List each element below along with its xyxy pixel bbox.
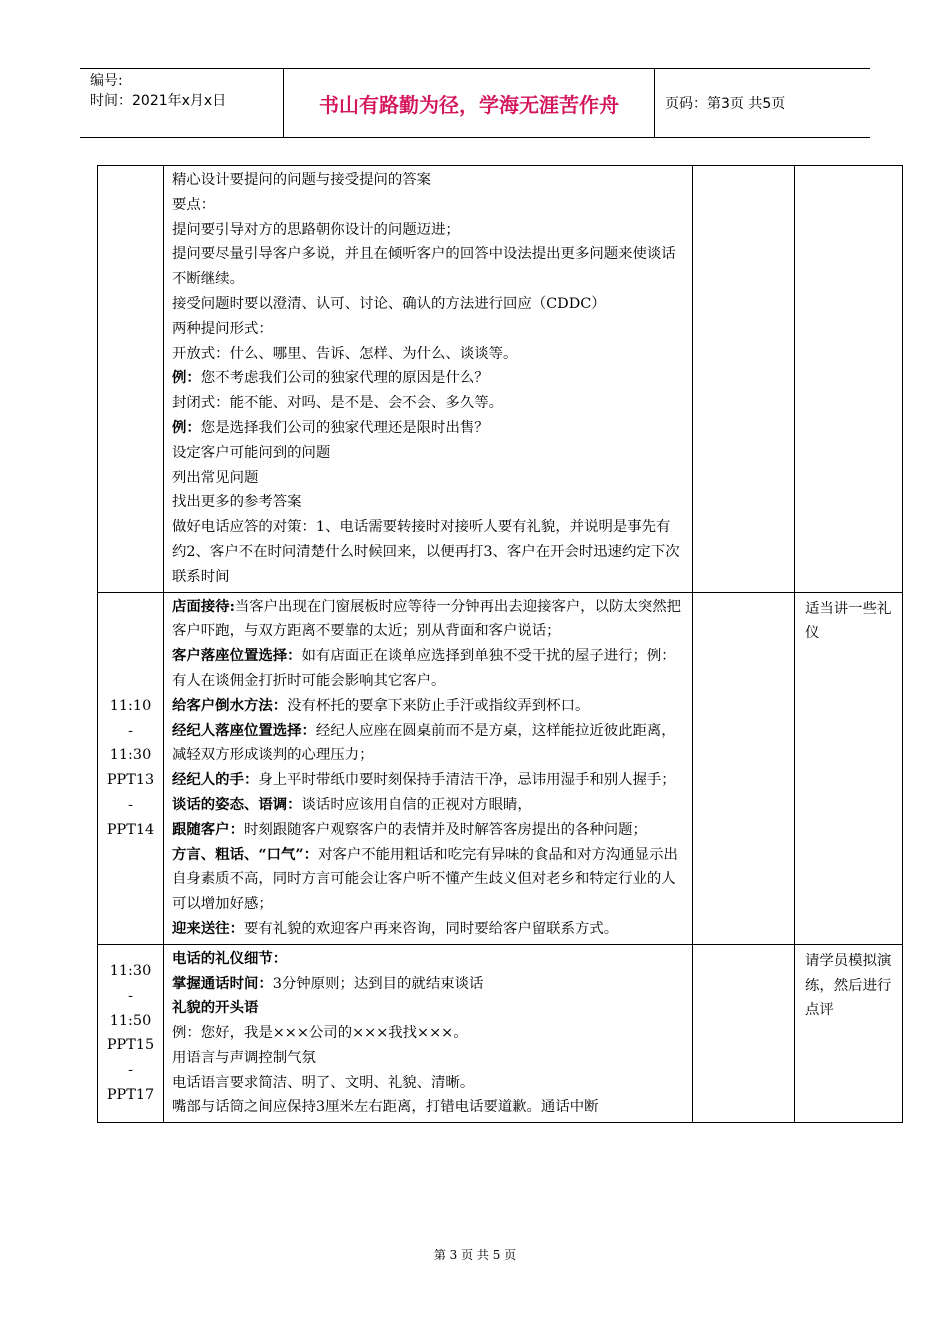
- line-text: 3分钟原则；达到目的就结束谈话: [272, 975, 484, 992]
- time-line: -: [128, 987, 133, 1004]
- line-text: 提问要引导对方的思路朝你设计的问题迈进；: [172, 221, 460, 238]
- table-row: [98, 166, 903, 593]
- content-line: [172, 466, 684, 491]
- time-line: PPT15: [106, 1037, 155, 1054]
- bold-heading: 客户落座位置选择：: [172, 647, 302, 665]
- schedule-table: [97, 165, 903, 1123]
- line-text: 提问要尽量引导客户多说，并且在倾听客户的回答中设法提出更多问题来使谈话不断继续。: [172, 246, 676, 288]
- line-text: 时刻跟随客户观察客户的表情并及时解答客房提出的各种问题；: [243, 821, 647, 838]
- content-line: [172, 818, 684, 843]
- note-cell: 请学员模拟演练，然后进行点评: [795, 944, 903, 1123]
- bold-heading: 例：: [172, 369, 201, 387]
- page-indicator: 页码：第3页 共5页: [665, 96, 786, 112]
- table-row: [98, 592, 903, 944]
- bold-heading: 经纪人落座位置选择：: [172, 721, 316, 739]
- content-line: [172, 391, 684, 416]
- content-line: [172, 947, 684, 972]
- bold-heading: 谈话的姿态、语调：: [172, 795, 302, 813]
- line-text: 经纪人应座在圆桌前而不是方桌，这样能拉近彼此距离，减轻双方形成谈判的心理压力；: [172, 722, 676, 764]
- content-line: [172, 917, 684, 942]
- empty-cell: [693, 944, 795, 1123]
- content-line: [172, 342, 684, 367]
- time-line: PPT13: [106, 772, 155, 789]
- content-line: [172, 644, 684, 694]
- line-text: 您是选择我们公司的独家代理还是限时出售？: [200, 419, 489, 436]
- content-line: [172, 515, 684, 589]
- page-footer: 第 3 页 共 5 页: [433, 1248, 517, 1262]
- content-line: [172, 1021, 684, 1046]
- line-text: 对客户不能用粗话和吃完有异味的食品和对方沟通显示出自身素质不高，同时方言可能会让客户听不懂产生歧义但对老乡和特定行业的人可以增加好感；: [172, 846, 678, 913]
- line-text: 身上平时带纸巾要时刻保持手清洁干净，忌讳用湿手和别人握手；: [258, 772, 676, 789]
- content-line: [172, 366, 684, 391]
- bold-heading: 店面接待:: [172, 597, 235, 615]
- content-line: [172, 416, 684, 441]
- page-header: [80, 68, 870, 138]
- content-line: [172, 218, 684, 243]
- content-line: [172, 317, 684, 342]
- bold-heading: 方言、粗话、“口气”：: [172, 845, 319, 863]
- line-text: 封闭式：能不能、对吗、是不是、会不会、多久等。: [172, 395, 503, 412]
- content-line: [172, 843, 684, 917]
- content-line: [172, 441, 684, 466]
- line-text: 开放式：什么、哪里、告诉、怎样、为什么、谈谈等。: [172, 345, 518, 362]
- empty-cell: [693, 166, 795, 593]
- content-line: [172, 1046, 684, 1071]
- note-cell: [795, 166, 903, 593]
- bold-heading: 掌握通话时间：: [172, 974, 273, 992]
- content-line: [172, 719, 684, 769]
- content-cell: [164, 944, 693, 1123]
- content-line: [172, 1071, 684, 1096]
- bold-heading: 给客户倒水方法：: [172, 696, 288, 714]
- bold-heading: 迎来送往：: [172, 919, 244, 937]
- bold-heading: 例：: [172, 418, 201, 436]
- line-text: 设定客户可能问到的问题: [172, 444, 331, 461]
- header-meta: [80, 69, 283, 137]
- line-text: 当客户出现在门窗展板时应等待一分钟再出去迎接客户，以防太突然把客户吓跑，与双方距离不要靠的太近；别从背面和客户说话；: [172, 598, 681, 640]
- bold-heading: 经纪人的手：: [172, 771, 259, 789]
- line-text: 要有礼貌的欢迎客户再来咨询，同时要给客户留联系方式。: [243, 920, 619, 937]
- line-text: 精心设计要提问的问题与接受提问的答案: [172, 172, 432, 188]
- time-line: 11:10: [109, 697, 152, 714]
- line-text: 您不考虑我们公司的独家代理的原因是什么？: [200, 370, 489, 387]
- content-line: [172, 193, 684, 218]
- line-text: 找出更多的参考答案: [172, 494, 302, 511]
- content-line: [172, 242, 684, 292]
- time-line: -: [128, 1062, 133, 1079]
- line-text: 两种提问形式：: [172, 320, 273, 337]
- time-cell: [98, 944, 164, 1123]
- time-cell: [98, 166, 164, 593]
- content-cell: [164, 166, 693, 593]
- line-text: 谈话时应该用自信的正视对方眼睛，: [301, 796, 532, 813]
- time-line: PPT14: [106, 821, 155, 838]
- number-label: 编号:: [90, 73, 123, 89]
- content-line: [172, 292, 684, 317]
- line-text: 接受问题时要以澄清、认可、讨论、确认的方法进行回应（CDDC）: [172, 295, 606, 312]
- bold-heading: 电话的礼仪细节：: [172, 949, 288, 967]
- line-text: 列出常见问题: [172, 469, 259, 486]
- content-cell: [164, 592, 693, 944]
- empty-cell: [693, 592, 795, 944]
- table-row: [98, 944, 903, 1123]
- content-line: [172, 972, 684, 997]
- line-text: 嘴部与话筒之间应保持3厘米左右距离，打错电话要道歉。通话中断: [172, 1099, 599, 1116]
- line-text: 如有店面正在谈单应选择到单独不受干扰的屋子进行；例：有人在谈佣金打折时可能会影响其它客户。: [172, 648, 676, 689]
- bold-heading: 跟随客户：: [172, 820, 244, 838]
- line-text: 例：您好，我是×××公司的×××我找×××。: [172, 1025, 468, 1042]
- content-line: [172, 996, 684, 1021]
- line-text: 电话语言要求简洁、明了、文明、礼貌、清晰。: [172, 1074, 475, 1091]
- content-line: [172, 490, 684, 515]
- content-line: [172, 793, 684, 818]
- line-text: 用语言与声调控制气氛: [172, 1049, 316, 1066]
- time-line: -: [128, 796, 133, 813]
- content-line: [172, 1095, 684, 1120]
- time-line: 11:50: [109, 1012, 152, 1029]
- line-text: 要点：: [172, 196, 216, 213]
- time-line: -: [128, 722, 133, 739]
- line-text: 没有杯托的要拿下来防止手汗或指纹弄到杯口。: [287, 697, 590, 714]
- note-cell: 适当讲一些礼仪: [795, 592, 903, 944]
- line-text: 做好电话应答的对策：1、电话需要转接时对接听人要有礼貌，并说明是事先有约2、客户不在时问清楚什么时候回来，以便再打3、客户在开会时迅速约定下次联系时间: [172, 519, 680, 585]
- content-line: [172, 768, 684, 793]
- time-line: 11:30: [109, 747, 152, 764]
- bold-heading: 礼貌的开头语: [172, 999, 259, 1017]
- time-label: 时间：2021年x月x日: [90, 93, 227, 109]
- content-line: [172, 595, 684, 645]
- time-line: PPT17: [106, 1087, 155, 1104]
- content-line: [172, 168, 684, 193]
- time-line: 11:30: [109, 963, 152, 980]
- time-cell: [98, 592, 164, 944]
- motto: 书山有路勤为径，学海无涯苦作舟: [283, 69, 655, 137]
- content-line: [172, 694, 684, 719]
